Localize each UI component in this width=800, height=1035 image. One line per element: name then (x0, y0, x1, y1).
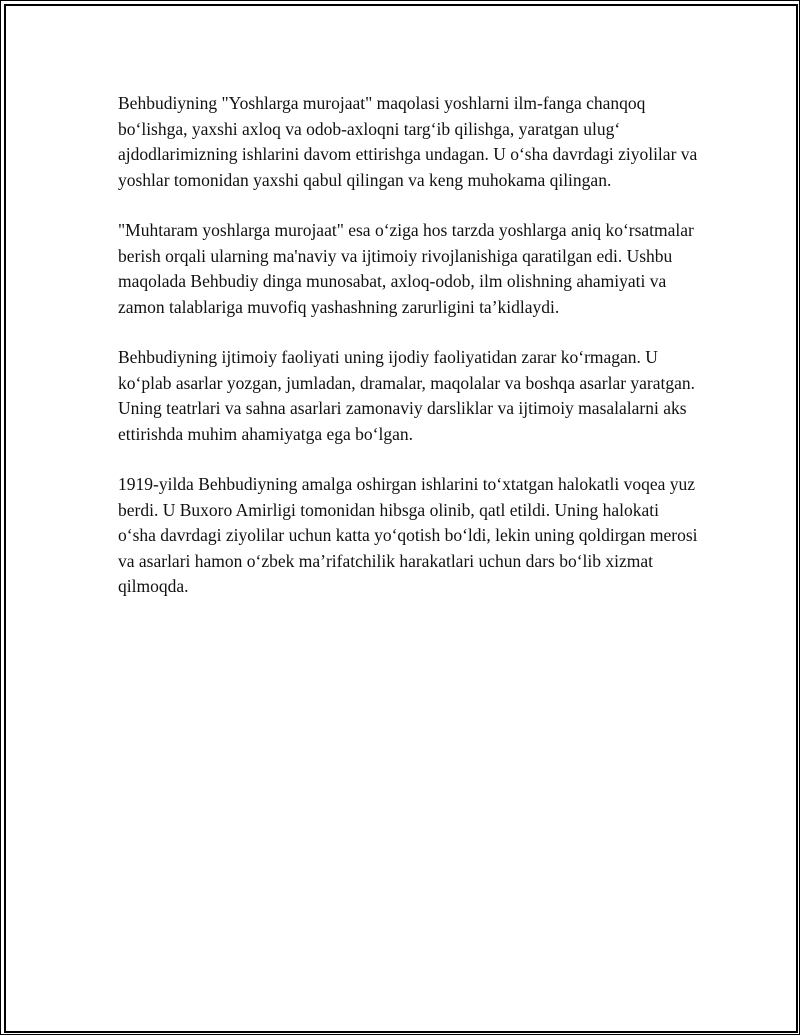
paragraph-4: 1919-yilda Behbudiyning amalga oshirgan ishlarini to‘xtatgan halokatli voqea yuz berdi. U Buxoro Amirligi tomonidan hibsga olinib, qatl etildi. Uning halokati o‘sha davrdagi ziyolilar uchun katta yo‘qotish bo‘ldi, lekin uning qoldirgan merosi va asarlari hamon o‘zbek ma’rifatchilik harakatlari uchun dars bo‘lib xizmat qilmoqda. (118, 474, 698, 596)
paragraph-1: Behbudiyning "Yoshlarga murojaat" maqolasi yoshlarni ilm-fanga chanqoq bo‘lishga, yaxshi axloq va odob-axloqni targ‘ib qilishga, yaratgan ulug‘ ajdodlarimizning ishlarini davom ettirishga undagan. U o‘sha davrdagi ziyolilar va yoshlar tomonidan yaxshi qabul qilingan va keng muhokama qilingan. (118, 93, 698, 190)
document-body (118, 91, 698, 625)
paragraph-3: Behbudiyning ijtimoiy faoliyati uning ijodiy faoliyatidan zarar ko‘rmagan. U ko‘plab asarlar yozgan, jumladan, dramalar, maqolalar va boshqa asarlar yaratgan. Uning teatrlari va sahna asarlari zamonaviy darsliklar va ijtimoiy masalalarni aks ettirishda muhim ahamiyatga ega bo‘lgan. (118, 347, 696, 444)
paragraph-2: "Muhtaram yoshlarga murojaat" esa o‘ziga hos tarzda yoshlarga aniq ko‘rsatmalar berish orqali ularning ma'naviy va ijtimoiy rivojlanishiga qaratilgan edi. Ushbu maqolada Behbudiy dinga munosabat, axloq-odob, ilm olishning ahamiyati va zamon talablariga muvofiq yashashning zarurligini ta’kidlaydi. (118, 220, 694, 317)
